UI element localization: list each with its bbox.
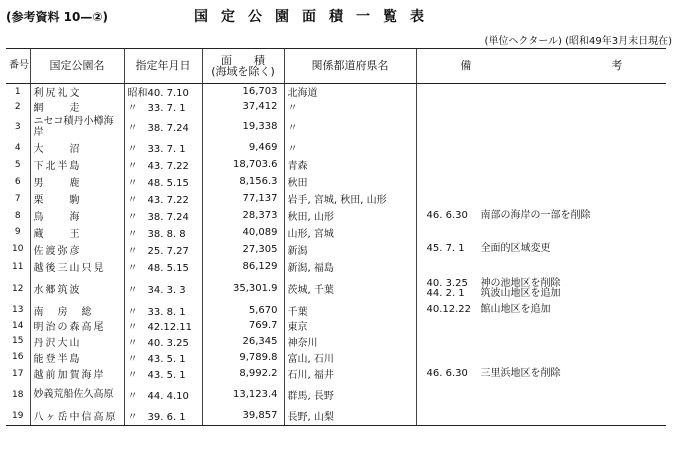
designation-date: 〃 33. 7. 1	[124, 139, 202, 156]
table-row	[6, 173, 666, 190]
park-name: 越後三山只見	[30, 258, 124, 275]
remark-date: 46. 6.30	[426, 367, 468, 379]
remarks	[416, 190, 666, 207]
col-header-remarks-2: 考	[611, 59, 623, 72]
park-name: 網 走	[30, 99, 124, 114]
table-row	[6, 275, 666, 302]
table-row	[6, 349, 666, 365]
park-name: 南 房 総	[30, 302, 124, 318]
row-number: 3	[14, 121, 21, 132]
remark-entry	[427, 211, 664, 221]
remarks	[416, 318, 666, 333]
park-area-table	[6, 48, 666, 426]
park-name: 下北半島	[30, 156, 124, 173]
park-name: 佐渡弥彦	[30, 240, 124, 258]
row-number: 12	[12, 283, 24, 294]
row-number: 1	[14, 86, 21, 97]
remarks	[416, 224, 666, 240]
table-header-row	[6, 49, 666, 84]
table-row	[6, 382, 666, 407]
prefectures: 長野, 山梨	[284, 407, 416, 425]
row-number: 6	[14, 176, 21, 187]
park-name: 男 鹿	[30, 173, 124, 190]
park-area: 16,703	[202, 84, 284, 100]
park-area: 77,137	[202, 190, 284, 207]
row-number: 13	[12, 305, 24, 315]
row-number: 4	[14, 142, 21, 153]
park-area: 28,373	[202, 207, 284, 224]
park-area: 8,992.2	[202, 365, 284, 382]
park-area: 35,301.9	[202, 275, 284, 302]
remarks	[416, 407, 666, 425]
row-number: 8	[14, 210, 21, 221]
table-row	[6, 114, 666, 139]
prefectures: 北海道	[284, 84, 416, 100]
park-name: 明治の森高尾	[30, 318, 124, 333]
remark-date: 44. 2. 1	[426, 287, 465, 299]
prefectures: 東京	[284, 318, 416, 333]
remark-entry	[427, 244, 664, 254]
remarks	[416, 258, 666, 275]
designation-date: 〃 40. 3.25	[124, 333, 202, 349]
remarks	[416, 333, 666, 349]
table-row	[6, 139, 666, 156]
document-header	[6, 6, 674, 30]
remarks	[416, 240, 666, 258]
row-number: 9	[14, 227, 21, 237]
row-number: 5	[14, 159, 21, 170]
table-row	[6, 318, 666, 333]
remark-entry	[427, 305, 664, 315]
prefectures: 秋田, 山形	[284, 207, 416, 224]
park-area: 37,412	[202, 99, 284, 114]
prefectures: 茨城, 千葉	[284, 275, 416, 302]
park-area: 19,338	[202, 114, 284, 139]
designation-date: 〃 43. 5. 1	[124, 365, 202, 382]
designation-date: 〃 34. 3. 3	[124, 275, 202, 302]
prefectures: 岩手, 宮城, 秋田, 山形	[284, 190, 416, 207]
prefectures: 〃	[284, 139, 416, 156]
park-name: 妙義荒船佐久高原	[30, 382, 124, 407]
park-area: 39,857	[202, 407, 284, 425]
col-header-area-line2: (海域を除く)	[211, 65, 275, 78]
designation-date: 〃 38. 7.24	[124, 114, 202, 139]
park-name: ニセコ積丹小樽海岸	[30, 114, 124, 139]
remark-date: 40.12.22	[426, 304, 472, 315]
designation-date: 〃 42.12.11	[124, 318, 202, 333]
table-row	[6, 224, 666, 240]
prefectures: 富山, 石川	[284, 349, 416, 365]
col-header-name: 国定公園名	[30, 49, 124, 84]
remark-date: 46. 6.30	[426, 209, 468, 221]
table-row	[6, 156, 666, 173]
table-row	[6, 190, 666, 207]
row-number: 7	[14, 193, 21, 204]
table-row	[6, 258, 666, 275]
park-area: 9,789.8	[202, 349, 284, 365]
prefectures: 秋田	[284, 173, 416, 190]
park-area: 27,305	[202, 240, 284, 258]
park-name: 水郷筑波	[30, 275, 124, 302]
remarks	[416, 99, 666, 114]
row-number: 15	[12, 336, 24, 346]
park-area: 26,345	[202, 333, 284, 349]
prefectures: 〃	[284, 114, 416, 139]
prefectures: 〃	[284, 99, 416, 114]
table-row	[6, 333, 666, 349]
designation-date: 昭和40. 7.10	[124, 84, 202, 100]
prefectures: 千葉	[284, 302, 416, 318]
table-row	[6, 240, 666, 258]
park-name: 八ヶ岳中信高原	[30, 407, 124, 425]
prefectures: 青森	[284, 156, 416, 173]
designation-date: 〃 48. 5.15	[124, 173, 202, 190]
park-area: 13,123.4	[202, 382, 284, 407]
table-row	[6, 84, 666, 100]
designation-date: 〃 38. 8. 8	[124, 224, 202, 240]
park-area: 86,129	[202, 258, 284, 275]
prefectures: 神奈川	[284, 333, 416, 349]
remarks	[416, 173, 666, 190]
remark-date: 45. 7. 1	[426, 243, 465, 254]
remarks	[416, 207, 666, 224]
remarks	[416, 365, 666, 382]
row-number: 16	[12, 352, 24, 362]
designation-date: 〃 43. 7.22	[124, 190, 202, 207]
park-name: 大 沼	[30, 139, 124, 156]
remarks	[416, 382, 666, 407]
prefectures: 新潟, 福島	[284, 258, 416, 275]
remarks	[416, 302, 666, 318]
designation-date: 〃 43. 5. 1	[124, 349, 202, 365]
row-number: 10	[12, 244, 24, 254]
designation-date: 〃 48. 5.15	[124, 258, 202, 275]
prefectures: 山形, 宮城	[284, 224, 416, 240]
park-name: 栗 駒	[30, 190, 124, 207]
row-number: 14	[12, 320, 24, 331]
remark-text: 神の池地区を削除	[480, 277, 561, 289]
unit-note: (単位ヘクタール) (昭和49年3月末日現在)	[484, 36, 672, 47]
remark-text: 南部の海岸の一部を削除	[480, 209, 591, 221]
prefectures: 石川, 福井	[284, 365, 416, 382]
table-row	[6, 407, 666, 425]
remark-entry	[427, 369, 664, 379]
park-name: 丹沢大山	[30, 333, 124, 349]
remark-text: 館山地区を追加	[480, 304, 551, 315]
designation-date: 〃 38. 7.24	[124, 207, 202, 224]
park-name: 能登半島	[30, 349, 124, 365]
reference-label: (参考資料 10—②)	[6, 10, 109, 24]
row-number: 18	[12, 389, 24, 400]
designation-date: 〃 33. 8. 1	[124, 302, 202, 318]
park-area: 8,156.3	[202, 173, 284, 190]
col-header-prefecture: 関係都道府県名	[284, 49, 416, 84]
table-row	[6, 99, 666, 114]
col-header-remarks-1: 備	[460, 59, 472, 72]
designation-date: 〃 25. 7.27	[124, 240, 202, 258]
designation-date: 〃 43. 7.22	[124, 156, 202, 173]
remarks	[416, 114, 666, 139]
remark-entry	[427, 289, 664, 299]
park-area: 18,703.6	[202, 156, 284, 173]
table-row	[6, 365, 666, 382]
table-row	[6, 302, 666, 318]
park-area: 769.7	[202, 318, 284, 333]
row-number: 11	[12, 261, 24, 272]
table-row	[6, 207, 666, 224]
col-header-area	[202, 49, 284, 84]
park-area: 9,469	[202, 139, 284, 156]
prefectures: 新潟	[284, 240, 416, 258]
row-number: 19	[6, 407, 30, 425]
remark-text: 全面的区域変更	[480, 243, 551, 254]
col-header-remarks	[416, 49, 666, 84]
park-area: 40,089	[202, 224, 284, 240]
designation-date: 〃 33. 7. 1	[124, 99, 202, 114]
col-header-no: 番号	[6, 49, 30, 84]
designation-date: 〃 39. 6. 1	[124, 407, 202, 425]
remark-date: 40. 3.25	[426, 277, 468, 289]
remark-entry	[427, 279, 664, 289]
remarks	[416, 275, 666, 302]
remark-text: 三里浜地区を削除	[480, 367, 561, 379]
row-number: 17	[12, 368, 24, 379]
park-area: 5,670	[202, 302, 284, 318]
remarks	[416, 84, 666, 100]
remark-text: 筑波山地区を追加	[480, 287, 561, 299]
remarks	[416, 156, 666, 173]
park-name: 越前加賀海岸	[30, 365, 124, 382]
designation-date: 〃 44. 4.10	[124, 382, 202, 407]
remarks	[416, 349, 666, 365]
col-header-area-line1: 面 積	[221, 54, 265, 67]
park-name: 蔵 王	[30, 224, 124, 240]
prefectures: 群馬, 長野	[284, 382, 416, 407]
park-name: 利尻礼文	[30, 84, 124, 100]
remarks	[416, 139, 666, 156]
col-header-date: 指定年月日	[124, 49, 202, 84]
row-number: 2	[14, 101, 21, 112]
park-name: 鳥 海	[30, 207, 124, 224]
page-title: 国定公園面積一覧表	[194, 9, 437, 25]
